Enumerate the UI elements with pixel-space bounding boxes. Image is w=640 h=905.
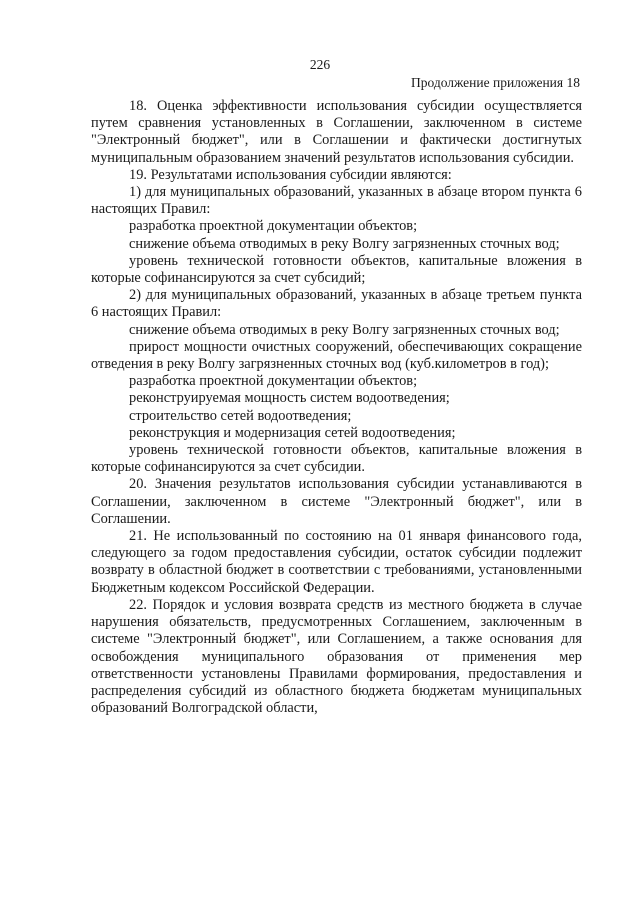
result-item: снижение объема отводимых в реку Волгу загрязненных сточных вод; bbox=[129, 235, 560, 252]
result-item: реконструируемая мощность систем водоотведения; bbox=[129, 390, 450, 407]
continuation-label: Продолжение приложения 18 bbox=[410, 75, 580, 90]
result-item: уровень технической готовности объектов, капитальные вложения в которые софинансируются за счет субсидий; bbox=[91, 252, 582, 287]
result-item: прирост мощности очистных сооружений, обеспечивающих сокращение отведения в реку Волгу загрязненных сточных вод (куб.километров в год); bbox=[91, 338, 582, 373]
paragraph-19: 19. Результатами использования субсидии являются: bbox=[129, 166, 452, 183]
paragraph-20: 20. Значения результатов использования субсидии устанавливаются в Соглашении, заключенном в системе "Электронный бюджет", или в Соглашении. bbox=[91, 476, 582, 527]
result-item: снижение объема отводимых в реку Волгу загрязненных сточных вод; bbox=[129, 321, 560, 338]
result-item: разработка проектной документации объектов; bbox=[129, 218, 418, 235]
paragraph-18: 18. Оценка эффективности использования субсидии осуществляется путем сравнения установленных в Соглашении, заключенном в системе "Электронный бюджет", или в Соглашении и фактически достигнутых муниципальным образованием значений результатов использования субсидии. bbox=[91, 98, 582, 166]
paragraph-19-item-1: 1) для муниципальных образований, указанных в абзаце втором пункта 6 настоящих Правил: bbox=[91, 184, 582, 218]
document-body bbox=[91, 98, 582, 717]
paragraph-19-item-2: 2) для муниципальных образований, указанных в абзаце третьем пункта 6 настоящих Правил: bbox=[91, 287, 582, 321]
result-item: разработка проектной документации объектов; bbox=[129, 373, 418, 390]
paragraph-22: 22. Порядок и условия возврата средств из местного бюджета в случае нарушения обязательств, предусмотренных Соглашением, заключенным в системе "Электронный бюджет", или Соглашением, а также основания для освобождения муниципального образования от применения мер ответственности установлены Правилами формирования, предоставления и распределения субсидий из областного бюджета бюджетам муниципальных образований Волгоградской области, bbox=[91, 596, 582, 717]
page-number: 226 bbox=[309, 57, 331, 72]
result-item: строительство сетей водоотведения; bbox=[129, 407, 352, 424]
result-item: уровень технической готовности объектов, капитальные вложения в которые софинансируются за счет субсидии. bbox=[91, 442, 582, 476]
result-item: реконструкция и модернизация сетей водоотведения; bbox=[129, 424, 456, 441]
paragraph-21: 21. Не использованный по состоянию на 01 января финансового года, следующего за годом предоставления субсидии, остаток субсидии подлежит возврату в областной бюджет в соответствии с требованиями, установленными Бюджетным кодексом Российской Федерации. bbox=[91, 528, 582, 596]
